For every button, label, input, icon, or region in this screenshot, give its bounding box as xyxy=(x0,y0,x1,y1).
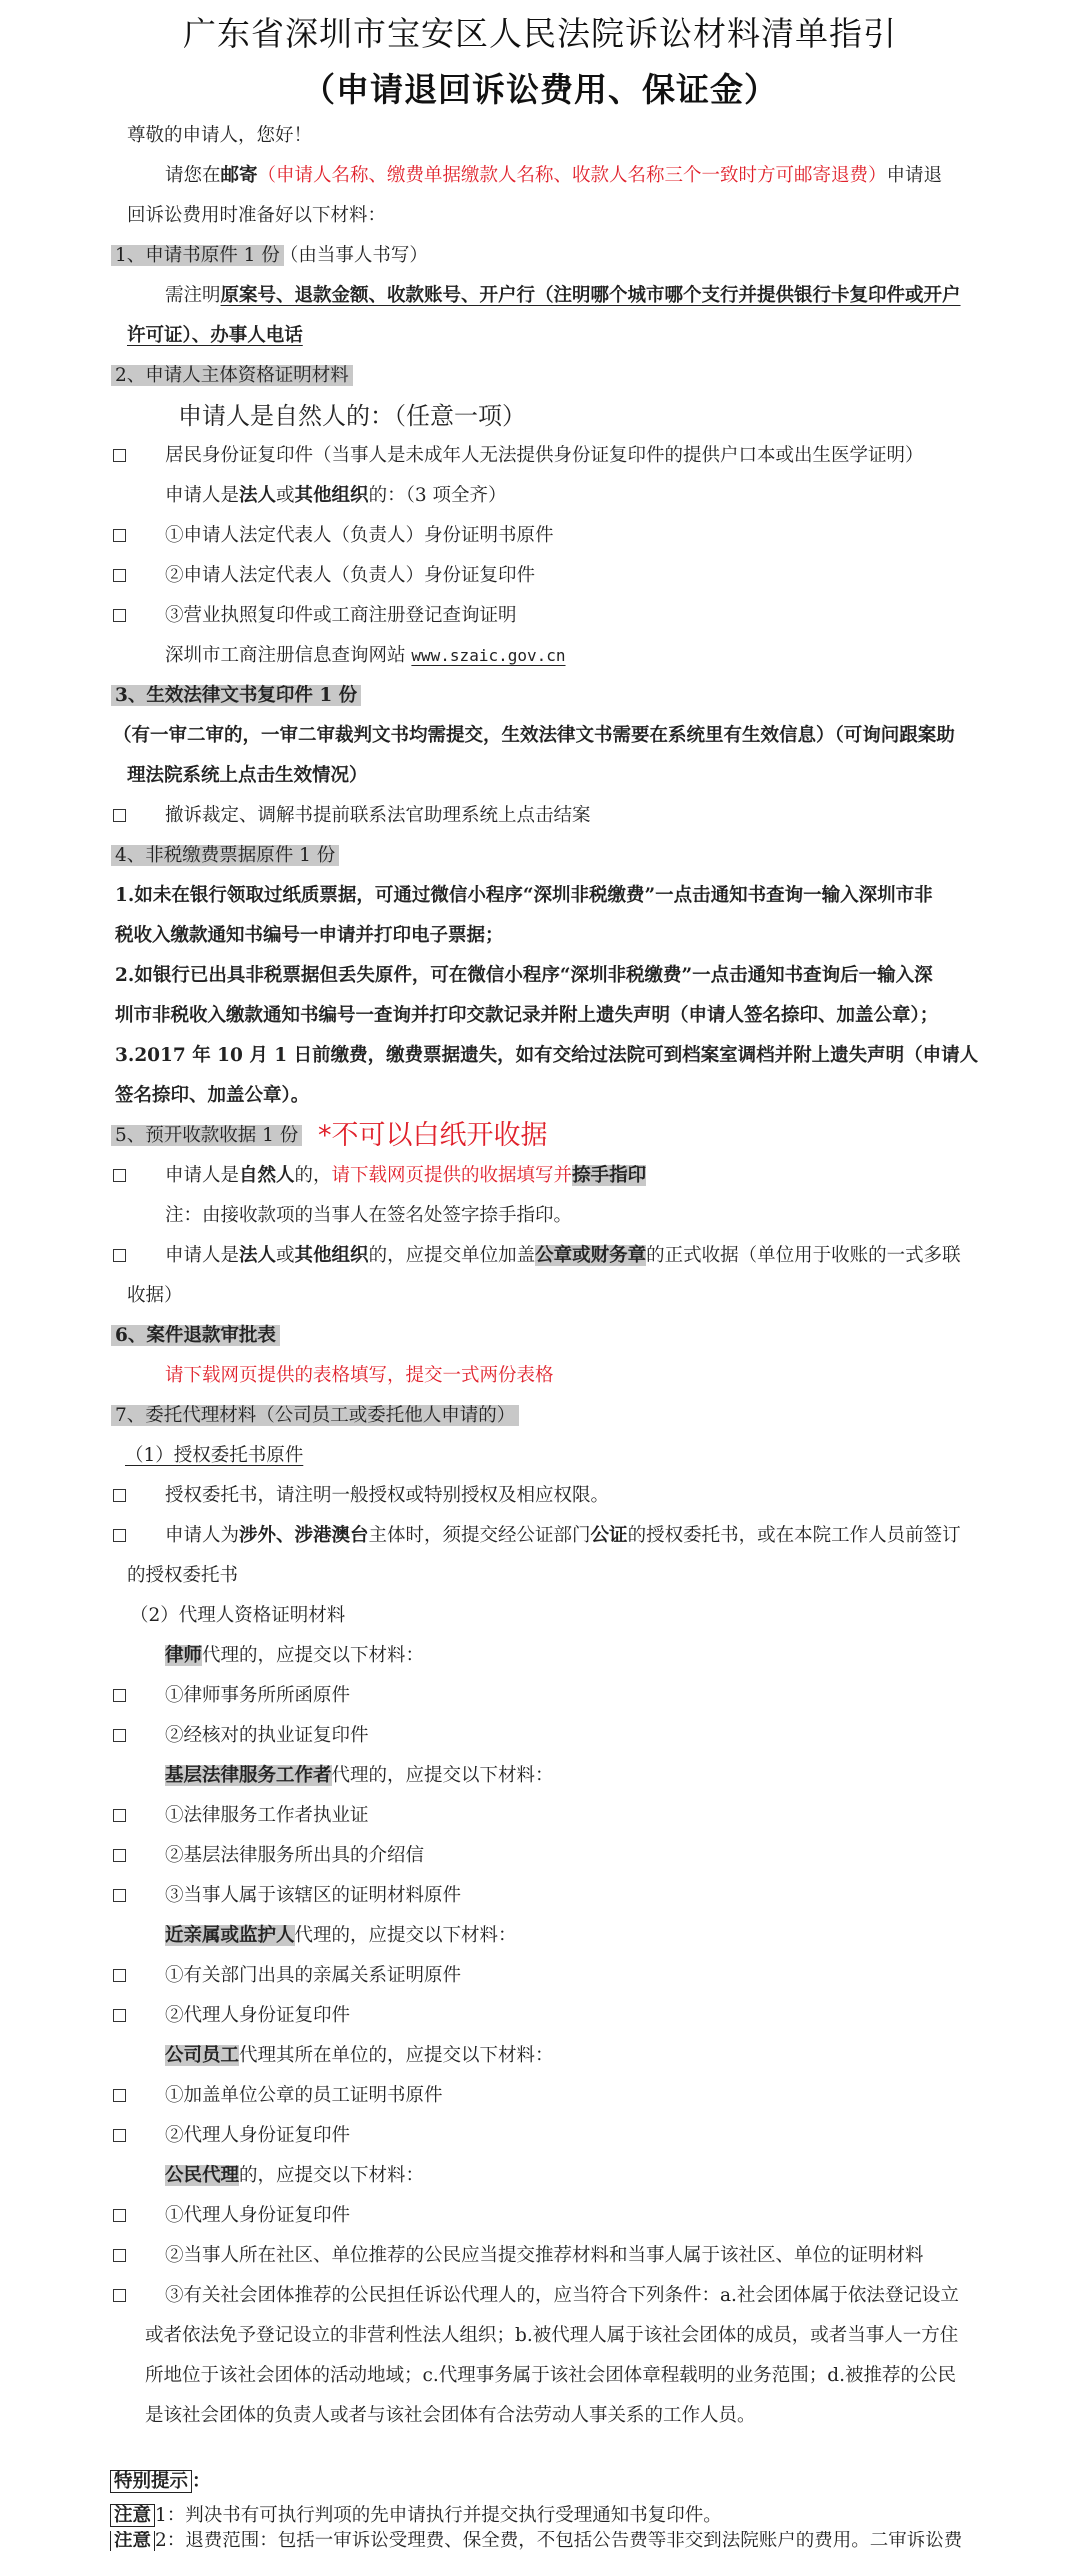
document-title: 广东省深圳市宝安区人民法院诉讼材料清单指引 xyxy=(183,14,897,53)
section-1-line-2: 许可证）、办事人电话 xyxy=(127,325,303,346)
section-7-a2: 申请人为涉外、涉港澳台主体时，须提交经公证部门公证的授权委托书，或在本院工作人员前签订 xyxy=(0,1516,1080,1556)
receipt-warning: *不可以白纸开收据 xyxy=(318,1120,548,1151)
section-4-heading: 4、非税缴费票据原件 1 份 xyxy=(111,845,339,866)
section-2-natural-item: 居民身份证复印件（当事人是未成年人无法提供身份证复印件的提供户口本或出生医学证明） xyxy=(0,436,1080,476)
section-7-sub2: （2）代理人资格证明材料 xyxy=(130,1605,346,1626)
section-7-a2-cont: 的授权委托书 xyxy=(127,1565,239,1586)
checkbox[interactable] xyxy=(113,2129,126,2142)
special-heading: 特别提示 xyxy=(110,2470,192,2493)
section-4-line-1: 1.如未在银行领取过纸质票据，可通过微信小程序“深圳非税缴费”一点击通知书查询一输入深圳市非 xyxy=(115,885,933,906)
grassroots-line: 基层法律服务工作者代理的，应提交以下材料： xyxy=(165,1765,554,1786)
grassroots-item-2: ②基层法律服务所出具的介绍信 xyxy=(0,1836,1080,1876)
section-6-line: 请下载网页提供的表格填写，提交一式两份表格 xyxy=(165,1365,554,1386)
greeting-line xyxy=(0,116,1080,156)
lawyer-line: 律师代理的，应提交以下材料： xyxy=(165,1645,425,1666)
citizen-item-1: ①代理人身份证复印件 xyxy=(0,2196,1080,2236)
section-2-legal-item-1: ①申请人法定代表人（负责人）身份证明书原件 xyxy=(0,516,1080,556)
section-7-a1: 授权委托书，请注明一般授权或特别授权及相应权限。 xyxy=(0,1476,1080,1516)
section-4-line-3: 2.如银行已出具非税票据但丢失原件，可在微信小程序“深圳非税缴费”一点击通知书查询后一输入深 xyxy=(115,965,933,986)
lawyer-item-1: ①律师事务所所函原件 xyxy=(0,1676,1080,1716)
section-5-note-line: 注：由接收款项的当事人在签名处签字捺手指印。 xyxy=(165,1205,573,1226)
section-7-heading-line xyxy=(0,1396,1080,1436)
section-1-heading: 1、申请书原件 1 份 xyxy=(111,245,284,266)
kin-item-2: ②代理人身份证复印件 xyxy=(0,1996,1080,2036)
checkbox[interactable] xyxy=(113,2289,126,2302)
section-6-heading: 6、案件退款审批表 xyxy=(111,1325,280,1346)
checkbox[interactable] xyxy=(113,1849,126,1862)
section-6-heading-line xyxy=(0,1316,1080,1356)
section-4-line-5: 3.2017 年 10 月 1 日前缴费，缴费票据遗失，如有交给过法院可到档案室调档并附上遗失声明（申请人 xyxy=(115,1045,979,1066)
section-7-sub1: （1）授权委托书原件 xyxy=(125,1445,304,1466)
checkbox[interactable] xyxy=(113,1169,126,1182)
section-5-item-2: 申请人是法人或其他组织的，应提交单位加盖公章或财务章的正式收据（单位用于收账的一式多联 xyxy=(0,1236,1080,1276)
szaic-website-link[interactable]: www.szaic.gov.cn xyxy=(411,646,566,665)
section-3-item: 撤诉裁定、调解书提前联系法官助理系统上点击结案 xyxy=(0,796,1080,836)
section-5-item-1: 申请人是自然人的，请下载网页提供的收据填写并捺手指印 xyxy=(0,1156,1080,1196)
employee-line: 公司员工代理其所在单位的，应提交以下材料： xyxy=(165,2045,554,2066)
checkbox[interactable] xyxy=(113,609,126,622)
special-heading-line: 特别提示 ： xyxy=(0,2462,1080,2502)
checkbox[interactable] xyxy=(113,2209,126,2222)
section-3-line-2: 理法院系统上点击生效情况） xyxy=(127,765,368,786)
checkbox[interactable] xyxy=(113,1489,126,1502)
section-2-legal-line: 申请人是法人或其他组织的：（3 项全齐） xyxy=(165,485,507,506)
section-2-website-line: 深圳市工商注册信息查询网站 www.szaic.gov.cn xyxy=(165,645,566,666)
special-note-2: 注意 2：退费范围：包括一审诉讼受理费、保全费，不包括公告费等非交到法院账户的费用。二审诉讼费 xyxy=(0,2531,1080,2551)
checkbox[interactable] xyxy=(113,529,126,542)
section-1-note: （由当事人书写） xyxy=(279,245,428,266)
employee-item-1: ①加盖单位公章的员工证明书原件 xyxy=(0,2076,1080,2116)
section-3-line-1: （有一审二审的，一审二审裁判文书均需提交，生效法律文书需要在系统里有生效信息）（可询问跟案助 xyxy=(113,725,955,746)
section-1-heading-line xyxy=(0,236,1080,276)
citizen-item-3-cont-1: 或者依法免予登记设立的非营利性法人组织；b.被代理人属于该社会团体的成员，或者当事人一方住 xyxy=(145,2325,959,2346)
checkbox[interactable] xyxy=(113,1809,126,1822)
grassroots-item-3: ③当事人属于该辖区的证明材料原件 xyxy=(0,1876,1080,1916)
lawyer-item-2: ②经核对的执业证复印件 xyxy=(0,1716,1080,1756)
checkbox[interactable] xyxy=(113,2009,126,2022)
special-note-1: 注意 1：判决书有可执行判项的先申请执行并提交执行受理通知书复印件。 xyxy=(0,2500,1080,2532)
intro-line-1: 请您在邮寄（申请人名称、缴费单据缴款人名称、收款人名称三个一致时方可邮寄退费）申请退 xyxy=(165,165,943,186)
section-2-heading-line xyxy=(0,356,1080,396)
checkbox[interactable] xyxy=(113,2089,126,2102)
section-7-heading: 7、委托代理材料（公司员工或委托他人申请的） xyxy=(111,1405,519,1426)
section-4-heading-line xyxy=(0,836,1080,876)
greeting: 尊敬的申请人，您好！ xyxy=(127,125,313,146)
section-5-heading: 5、预开收款收据 1 份 xyxy=(111,1125,302,1146)
checkbox[interactable] xyxy=(113,1969,126,1982)
section-5-item-2-cont: 收据） xyxy=(127,1285,183,1306)
employee-item-2: ②代理人身份证复印件 xyxy=(0,2116,1080,2156)
checkbox[interactable] xyxy=(113,449,126,462)
section-5-heading-line xyxy=(0,1116,1080,1156)
checkbox[interactable] xyxy=(113,1889,126,1902)
section-2-heading: 2、申请人主体资格证明材料 xyxy=(111,365,353,386)
citizen-item-2: ②当事人所在社区、单位推荐的公民应当提交推荐材料和当事人属于该社区、单位的证明材料 xyxy=(0,2236,1080,2276)
mail-keyword: 邮寄 xyxy=(220,165,258,186)
checkbox[interactable] xyxy=(113,1529,126,1542)
section-2-legal-item-2: ②申请人法定代表人（负责人）身份证复印件 xyxy=(0,556,1080,596)
grassroots-item-1: ①法律服务工作者执业证 xyxy=(0,1796,1080,1836)
section-2-legal-item-3: ③营业执照复印件或工商注册登记查询证明 xyxy=(0,596,1080,636)
checkbox[interactable] xyxy=(113,1249,126,1262)
kin-item-1: ①有关部门出具的亲属关系证明原件 xyxy=(0,1956,1080,1996)
kin-line: 近亲属或监护人代理的，应提交以下材料： xyxy=(165,1925,517,1946)
section-3-heading: 3、生效法律文书复印件 1 份 xyxy=(111,685,361,706)
citizen-item-3-cont-2: 所地位于该社会团体的活动地域；c.代理事务属于该社会团体章程载明的业务范围；d.被推荐的公民 xyxy=(145,2365,956,2386)
citizen-item-3-cont-3: 是该社会团体的负责人或者与该社会团体有合法劳动人事关系的工作人员。 xyxy=(145,2405,756,2426)
checkbox[interactable] xyxy=(113,1729,126,1742)
section-4-line-2: 税收入缴款通知书编号一申请并打印电子票据； xyxy=(115,925,504,946)
mail-condition: （申请人名称、缴费单据缴款人名称、收款人名称三个一致时方可邮寄退费） xyxy=(257,165,887,186)
checkbox[interactable] xyxy=(113,809,126,822)
checkbox[interactable] xyxy=(113,2249,126,2262)
section-1-line-1: 需注明原案号、退款金额、收款账号、开户行（注明哪个城市哪个支行并提供银行卡复印件或开户 xyxy=(165,285,961,306)
checkbox[interactable] xyxy=(113,569,126,582)
section-4-line-6: 签名捺印、加盖公章）。 xyxy=(115,1085,310,1106)
download-receipt-instruction: 请下载网页提供的收据填写并 xyxy=(331,1165,573,1186)
section-4-line-4: 圳市非税收入缴款通知书编号一查询并打印交款记录并附上遗失声明（申请人签名捺印、加盖公章）； xyxy=(115,1005,939,1026)
intro-line-2: 回诉讼费用时准备好以下材料： xyxy=(127,205,387,226)
section-2-natural-line xyxy=(0,396,1080,436)
document-subtitle: （申请退回诉讼费用、保证金） xyxy=(302,70,778,109)
citizen-line: 公民代理的，应提交以下材料： xyxy=(165,2165,425,2186)
checkbox[interactable] xyxy=(113,1689,126,1702)
section-3-heading-line xyxy=(0,676,1080,716)
citizen-item-3: ③有关社会团体推荐的公民担任诉讼代理人的，应当符合下列条件：a.社会团体属于依法登记设立 xyxy=(0,2276,1080,2316)
section-1-required-fields: 原案号、退款金额、收款账号、开户行（注明哪个城市哪个支行并提供银行卡复印件或开户 xyxy=(220,285,961,306)
section-2-natural-person: 申请人是自然人的：（任意一项） xyxy=(178,402,526,430)
